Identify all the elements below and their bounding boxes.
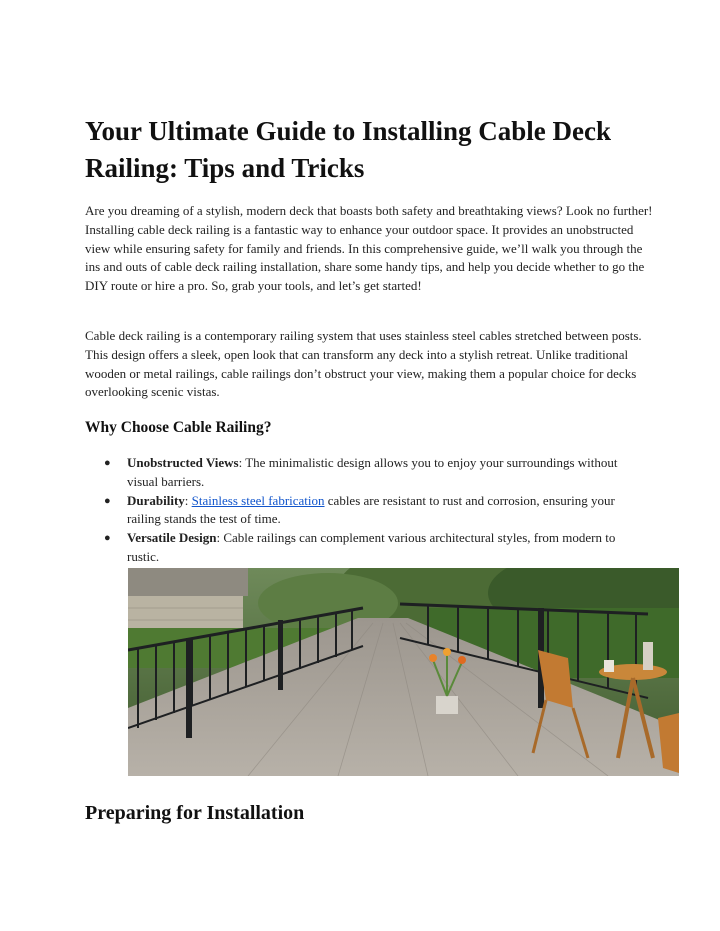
bullet-separator: : bbox=[184, 492, 192, 508]
why-heading: Why Choose Cable Railing? bbox=[85, 419, 272, 436]
bullet-text: cables are resistant to rust and corrosion, ensuring your railing stands the test of time. bbox=[127, 492, 615, 527]
bullet-term: Versatile Design bbox=[127, 530, 217, 546]
bullet-icon: ● bbox=[104, 457, 111, 469]
list-item bbox=[85, 529, 645, 567]
stainless-steel-link[interactable]: Stainless steel fabrication bbox=[191, 492, 325, 508]
deck-railing-photo bbox=[128, 568, 679, 776]
bullet-text: The minimalistic design allows you to enjoy your surroundings without visual barriers. bbox=[127, 455, 618, 489]
bullet-icon: ● bbox=[104, 494, 111, 507]
bullet-separator: : bbox=[238, 455, 243, 470]
bullet-separator: : bbox=[216, 530, 221, 546]
list-item bbox=[85, 454, 645, 492]
bullet-term: Durability bbox=[127, 492, 185, 508]
list-item bbox=[85, 492, 645, 530]
bullet-icon: ● bbox=[104, 532, 111, 545]
page-title: Your Ultimate Guide to Installing Cable Deck Railing: Tips and Tricks bbox=[85, 116, 612, 183]
definition-paragraph: Cable deck railing is a contemporary railing system that uses stainless steel cables stretched between posts. This design offers a sleek, open look that can transform any deck into a stylish retreat. Unlike traditional wooden or metal railings, cable railings don’t obstruct your view, making them a popular choice for decks overlooking scenic vistas. bbox=[85, 328, 642, 400]
bullet-text: Cable railings can complement various architectural styles, from modern to rustic. bbox=[127, 530, 616, 564]
deck-railing-illustration bbox=[128, 568, 679, 776]
bullet-term: Unobstructed Views bbox=[127, 455, 239, 470]
benefits-list bbox=[85, 454, 645, 567]
preparing-heading: Preparing for Installation bbox=[85, 802, 305, 824]
intro-paragraph: Are you dreaming of a stylish, modern deck that boasts both safety and breathtaking views? Look no further! Installing cable deck railing is a fantastic way to enhance your outdoor space. It provides an unobstructed view while ensuring safety for family and friends. In this comprehensive guide, we’ll walk you through the ins and outs of cable deck railing installation, share some handy tips, and help you decide whether to go the DIY route or hire a pro. So, grab your tools, and let’s get started! bbox=[85, 203, 653, 294]
